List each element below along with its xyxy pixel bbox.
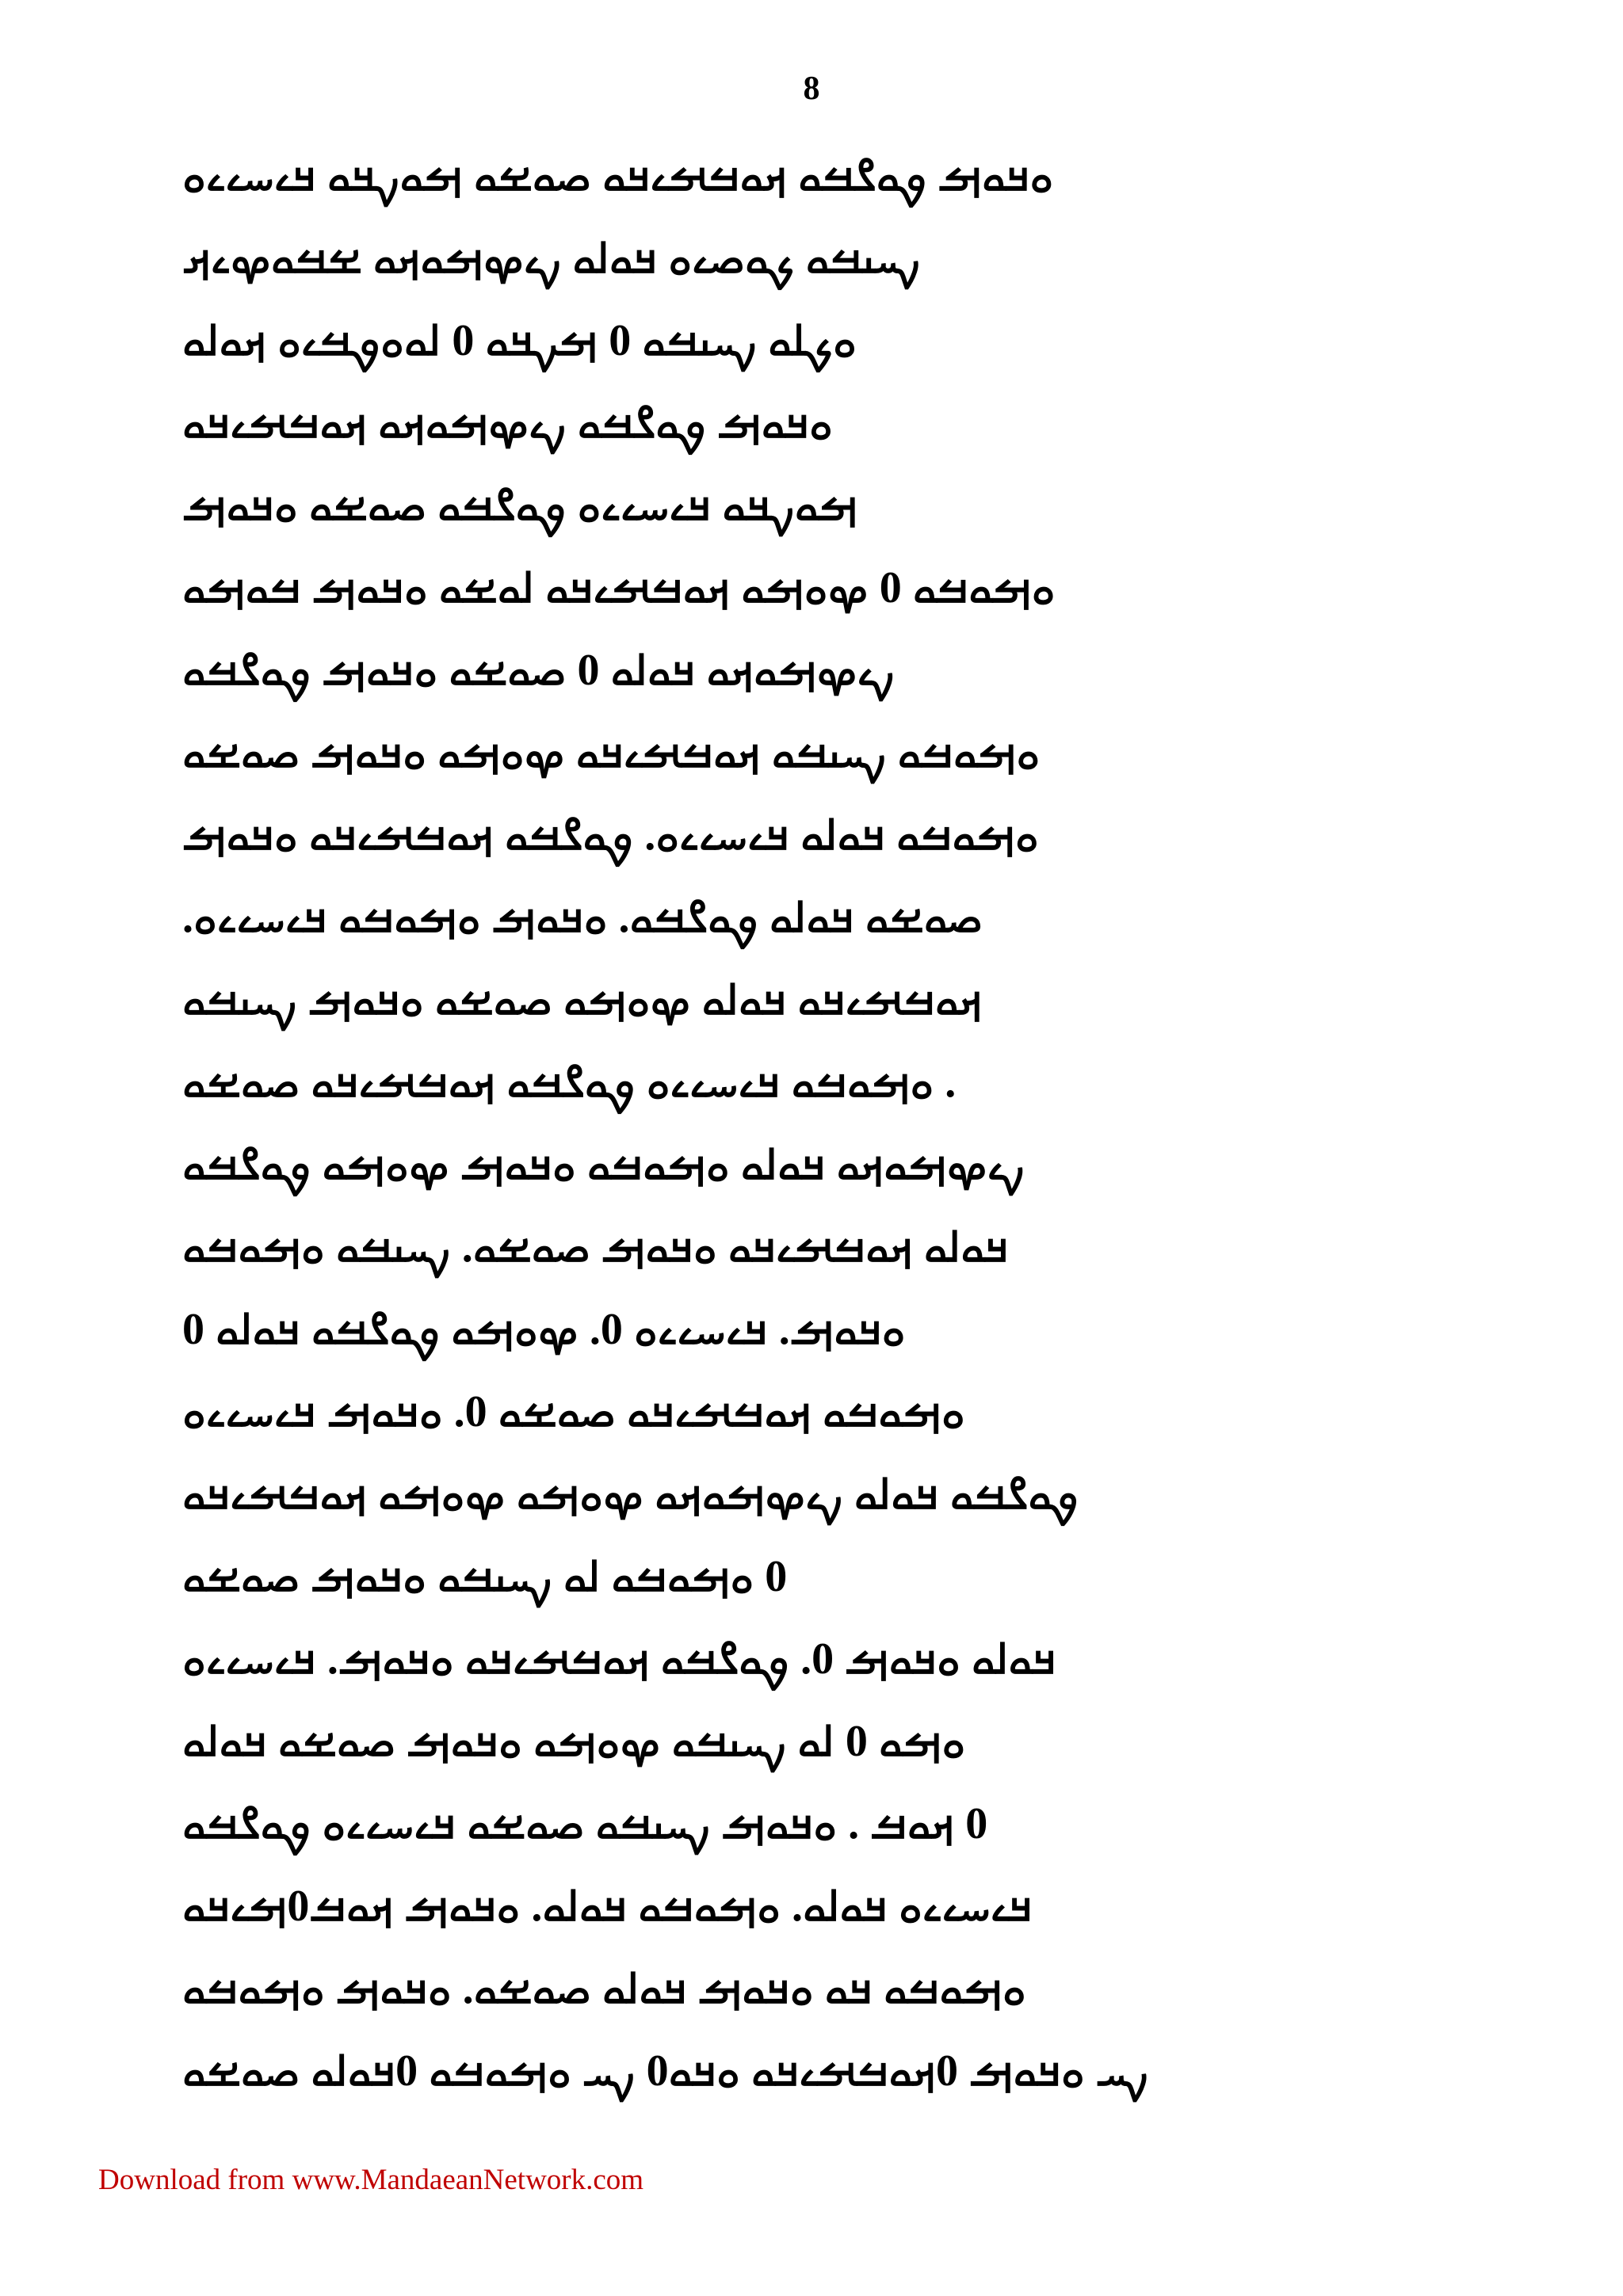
script-line: ࡀࡌࡀࡓࡀ ࡃࡀࡋࡀ ࡃࡉࡄࡉࡉࡀ. ࡐࡀࡂࡓࡀ ࡕࡀࡓࡌࡉࡃࡀ ࡀࡃࡀࡌ — [182, 810, 1039, 860]
script-line: ࡌࡀࡍࡃࡀ ࡃࡉࡄࡉࡉࡀ ࡐࡀࡂࡓࡀ ࡎࡀࡁࡀ ࡀࡃࡀࡌ — [182, 481, 858, 530]
script-line: ࡃࡉࡄࡉࡉࡀ ࡃࡀࡋࡀ. ࡀࡌࡀࡓࡀ ࡃࡀࡋࡀ. ࡀࡃࡀࡌ ࡕࡀࡓ0ࡌࡉࡃࡀ — [182, 1882, 1033, 1931]
script-line: ࡍࡄࡅࡓࡀ ࡊࡀࡎࡉࡀ ࡃࡀࡋࡀ ࡍࡉࡔࡌࡀࡕࡀ ࡁࡓࡀࡔࡉࡕ — [182, 234, 921, 283]
script-line: . ࡀࡌࡀࡓࡀ ࡃࡉࡄࡉࡉࡀ ࡐࡀࡂࡓࡀ ࡕࡀࡓࡌࡉࡃࡀ ࡎࡀࡁࡀ — [182, 1058, 957, 1107]
script-line: ࡕࡀࡓࡌࡉࡃࡀ ࡃࡀࡋࡀ ࡔࡀࡌࡀ ࡎࡀࡁࡀ ࡀࡃࡀࡌ ࡍࡄࡅࡓࡀ — [182, 975, 983, 1024]
script-line: ࡎࡀࡁࡀ ࡃࡀࡋࡀ ࡐࡀࡂࡓࡀ. ࡀࡃࡀࡌ ࡀࡌࡀࡓࡀ ࡃࡉࡄࡉࡉࡀ. — [182, 893, 983, 942]
script-line: 0 ࡀࡌࡀࡓࡀ ࡋࡀ ࡍࡄࡅࡓࡀ ࡀࡃࡀࡌ ࡎࡀࡁࡀ — [182, 1552, 788, 1601]
script-text-block — [182, 135, 1419, 2112]
script-line: ࡀࡌࡀ 0 ࡋࡀ ࡍࡄࡅࡓࡀ ࡔࡀࡌࡀ ࡀࡃࡀࡌ ࡎࡀࡁࡀ ࡃࡀࡋࡀ — [182, 1717, 966, 1766]
script-line: ࡀࡃࡀࡌ ࡐࡀࡂࡓࡀ ࡍࡉࡔࡌࡀࡕࡀ ࡕࡀࡓࡌࡉࡃࡀ — [182, 399, 833, 448]
script-line: ࡍࡉࡔࡌࡀࡕࡀ ࡃࡀࡋࡀ 0 ࡎࡀࡁࡀ ࡀࡃࡀࡌ ࡐࡀࡂࡓࡀ — [182, 646, 896, 695]
script-line: ࡍࡄ ࡀࡃࡀࡌ 0ࡕࡀࡓࡌࡉࡃࡀ ࡀࡃࡀ0 ࡍࡄ ࡀࡌࡀࡓࡀ 0ࡃࡀࡋࡀ ࡎࡀࡁࡀ — [182, 2046, 1149, 2096]
script-line: ࡀࡃࡀࡌ. ࡃࡉࡄࡉࡉࡀ 0. ࡔࡀࡌࡀ ࡐࡀࡂࡓࡀ ࡃࡀࡋࡀ 0 — [182, 1305, 906, 1354]
script-line: ࡀࡌࡀࡓࡀ ࡃࡀ ࡀࡃࡀࡌ ࡃࡀࡋࡀ ࡎࡀࡁࡀ. ࡀࡃࡀࡌ ࡀࡌࡀࡓࡀ — [182, 1964, 1026, 2013]
page-number: 8 — [803, 71, 820, 107]
script-line: ࡀࡊࡋࡀ ࡍࡄࡅࡓࡀ 0 ࡌࡍࡃࡀ 0 ࡋࡀࡀࡐࡓࡉࡀ ࡕࡀࡋࡀ — [182, 316, 857, 365]
script-line: ࡀࡌࡀࡓࡀ 0 ࡔࡀࡌࡀ ࡕࡀࡓࡌࡉࡃࡀ ࡋࡀࡁࡀ ࡀࡃࡀࡌ ࡓࡀࡌࡀ — [182, 563, 1056, 612]
script-line: ࡀࡌࡀࡓࡀ ࡕࡀࡓࡌࡉࡃࡀ ࡎࡀࡁࡀ 0. ࡀࡃࡀࡌ ࡃࡉࡄࡉࡉࡀ — [182, 1387, 965, 1436]
script-line: ࡀࡌࡀࡓࡀ ࡍࡄࡅࡓࡀ ࡕࡀࡓࡌࡉࡃࡀ ࡔࡀࡌࡀ ࡀࡃࡀࡌ ࡎࡀࡁࡀ — [182, 728, 1041, 777]
script-line: ࡃࡀࡋࡀ ࡕࡀࡓࡌࡉࡃࡀ ࡀࡃࡀࡌ ࡎࡀࡁࡀ. ࡍࡄࡅࡓࡀ ࡀࡌࡀࡓࡀ — [182, 1222, 1009, 1272]
script-line: 0 ࡕࡀࡓ . ࡀࡃࡀࡌ ࡍࡄࡅࡓࡀ ࡎࡀࡁࡀ ࡃࡉࡄࡉࡉࡀ ࡐࡀࡂࡓࡀ — [182, 1799, 988, 1848]
script-line: ࡐࡀࡂࡓࡀ ࡃࡀࡋࡀ ࡍࡉࡔࡌࡀࡕࡀ ࡔࡀࡌࡀ ࡔࡀࡌࡀ ࡕࡀࡓࡌࡉࡃࡀ — [182, 1470, 1079, 1519]
script-line: ࡍࡉࡔࡌࡀࡕࡀ ࡃࡀࡋࡀ ࡀࡌࡀࡓࡀ ࡀࡃࡀࡌ ࡔࡀࡌࡀ ࡐࡀࡂࡓࡀ — [182, 1140, 1025, 1189]
script-line: ࡀࡃࡀࡌ ࡐࡀࡂࡓࡀ ࡕࡀࡓࡌࡉࡃࡀ ࡎࡀࡁࡀ ࡌࡀࡍࡃࡀ ࡃࡉࡄࡉࡉࡀ — [182, 151, 1054, 200]
script-line: ࡃࡀࡋࡀ ࡀࡃࡀࡌ 0. ࡐࡀࡂࡓࡀ ࡕࡀࡓࡌࡉࡃࡀ ࡀࡃࡀࡌ. ࡃࡉࡄࡉࡉࡀ — [182, 1634, 1056, 1684]
download-footer-link[interactable]: Download from www.MandaeanNetwork.com — [98, 2164, 644, 2196]
